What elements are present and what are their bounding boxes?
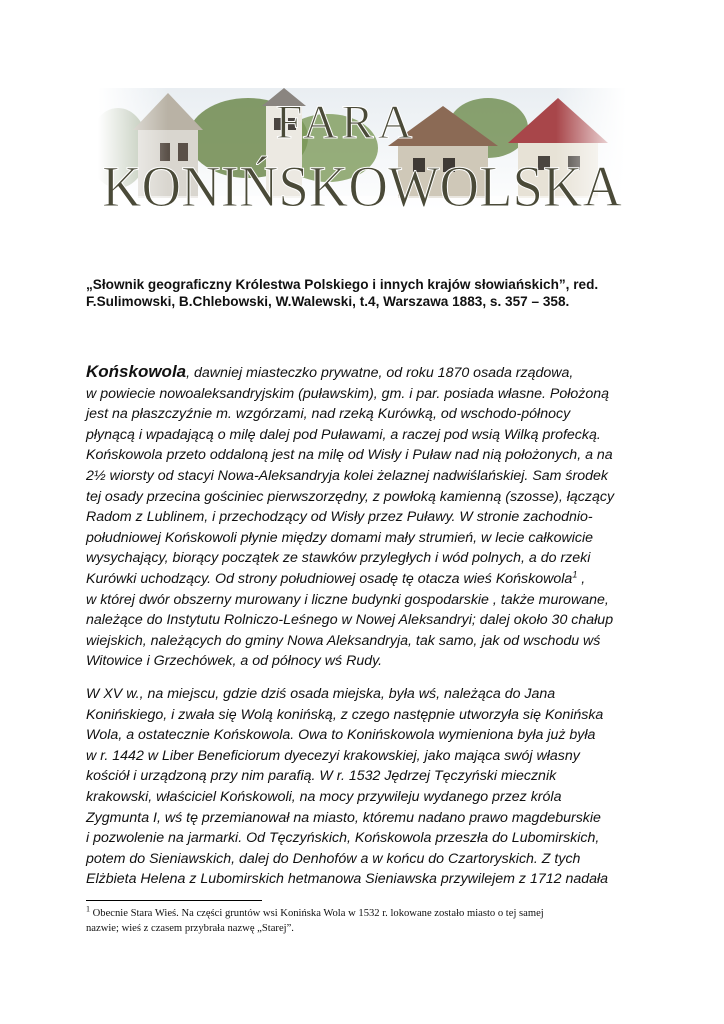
paragraph-2-line: krakowski, właściciel Końskowoli, na mocy przywileju wydanego przez króla	[86, 788, 562, 805]
banner-title-top: FARA	[275, 96, 417, 149]
source-citation-line-1: „Słownik geograficzny Królestwa Polskiego i innych krajów słowiańskich”, red.	[86, 277, 599, 292]
paragraph-1-line: południowej Końskowoli płynie między domami mały strumień, w lecie całkowicie	[86, 529, 594, 546]
paragraph-1-line: 2½ wiorsty od stacyi Nowa-Aleksandryja kolei żelaznej nadwiślańskiej. Sam środek	[86, 467, 609, 484]
paragraph-2-line: Wola, a ostatecznie Końskowola. Owa to Konińskowola wymieniona była już była	[86, 727, 596, 744]
paragraph-1-line: płynącą i wpadającą o milę dalej pod Puławami, a raczej pod wsią Wilką profecką.	[86, 426, 601, 443]
paragraph-1-line: wiejskich, należących do gminy Nowa Aleksandryja, tak samo, jak od wschodu wś	[86, 632, 601, 649]
first-line-rest: , dawniej miasteczko prywatne, od roku 1870 osada rządowa,	[186, 365, 574, 381]
paragraph-2-line: potem do Sieniawskich, dalej do Denhofów a w końcu do Czartoryskich. Z tych	[86, 850, 581, 867]
footnote-line-tail: ,	[577, 570, 586, 587]
paragraph-1-footnote-line	[86, 569, 638, 590]
footnote-line-1	[86, 906, 544, 921]
paragraph-2-line: Zygmunta I, wś tę przemianował na miasto, któremu nadano prawo magdeburskie	[86, 809, 601, 826]
header-banner	[98, 88, 626, 216]
paragraph-2-line: Konińskiego, i zwała się Wolą konińską, z czego następnie utworzyła się Konińska	[86, 706, 604, 723]
paragraph-1-line: tej osady przecina gościniec pierwszorzędny, z powłoką kamienną (szosse), łączący	[86, 488, 615, 505]
footnote-line-2: nazwie; wieś z czasem przybrała nazwę „Starej”.	[86, 923, 294, 934]
banner-title-bottom: KONIŃSKOWOLSKA	[102, 154, 623, 216]
banner-illustration	[98, 88, 626, 216]
paragraph-2-line: Elżbieta Helena z Lubomirskich hetmanowa Sieniawska przywilejem z 1712 nadała	[86, 871, 609, 888]
paragraph-1-line: Końskowola przeto oddaloną jest na milę od Wisły i Puław nad nią położonych, a na	[86, 447, 613, 464]
footnote	[86, 906, 544, 936]
paragraph-1-line: Witowice i Grzechówek, a od północy wś Rudy.	[86, 653, 383, 670]
source-citation-line-2: F.Sulimowski, B.Chlebowski, W.Walewski, t.4, Warszawa 1883, s. 357 – 358.	[86, 294, 570, 309]
paragraph-1-line-1	[86, 362, 638, 384]
paragraph-1-line: jest na płaszczyźnie m. wzgórzami, nad rzeką Kurówką, od wschodo-północy	[86, 406, 571, 423]
paragraph-1-line: w której dwór obszerny murowany i liczne budynki gospodarskie , także murowane,	[86, 591, 609, 608]
footnote-mark: 1	[86, 904, 90, 914]
paragraph-1-line: Radom z Lublinem, i przechodzący od Wisły przez Puławy. W stronie zachodnio-	[86, 509, 593, 526]
paragraph-1-line: należące do Instytutu Rolniczo-Leśnego w Nowej Aleksandryi; dalej około 30 chałup	[86, 612, 614, 629]
paragraph-2-line: w r. 1442 w Liber Beneficiorum dyecezyi krakowskiej, jako mająca swój własny	[86, 747, 580, 764]
paragraph-2	[86, 684, 638, 890]
footnote-line-text: Kurówki uchodzący. Od strony południowej osadę tę otacza wieś Końskowola	[86, 570, 573, 587]
footnote-reference[interactable]: 1	[572, 569, 578, 580]
paragraph-2-line: kościół i urządzoną przy nim parafią. W r. 1532 Jędrzej Tęczyński miecznik	[86, 768, 557, 785]
footnote-text-1: Obecnie Stara Wieś. Na części gruntów wsi Konińska Wola w 1532 r. lokowane zostało miasto o tej samej	[90, 908, 544, 919]
footnote-separator	[86, 900, 262, 901]
paragraph-1-line: wysychający, biorący początek ze stawków przyległych i wód polnych, a do rzeki	[86, 550, 591, 567]
paragraph-2-line: i pozwolenie na jarmarki. Od Tęczyńskich, Końskowola przeszła do Lubomirskich,	[86, 830, 600, 847]
paragraph-1-line: w powiecie nowoaleksandryjskim (puławskim), gm. i par. posiada własne. Położoną	[86, 385, 610, 402]
paragraph-1	[86, 362, 638, 672]
first-word: Końskowola	[86, 362, 187, 381]
paragraph-2-line: W XV w., na miejscu, gdzie dziś osada miejska, była wś, należąca do Jana	[86, 686, 556, 702]
